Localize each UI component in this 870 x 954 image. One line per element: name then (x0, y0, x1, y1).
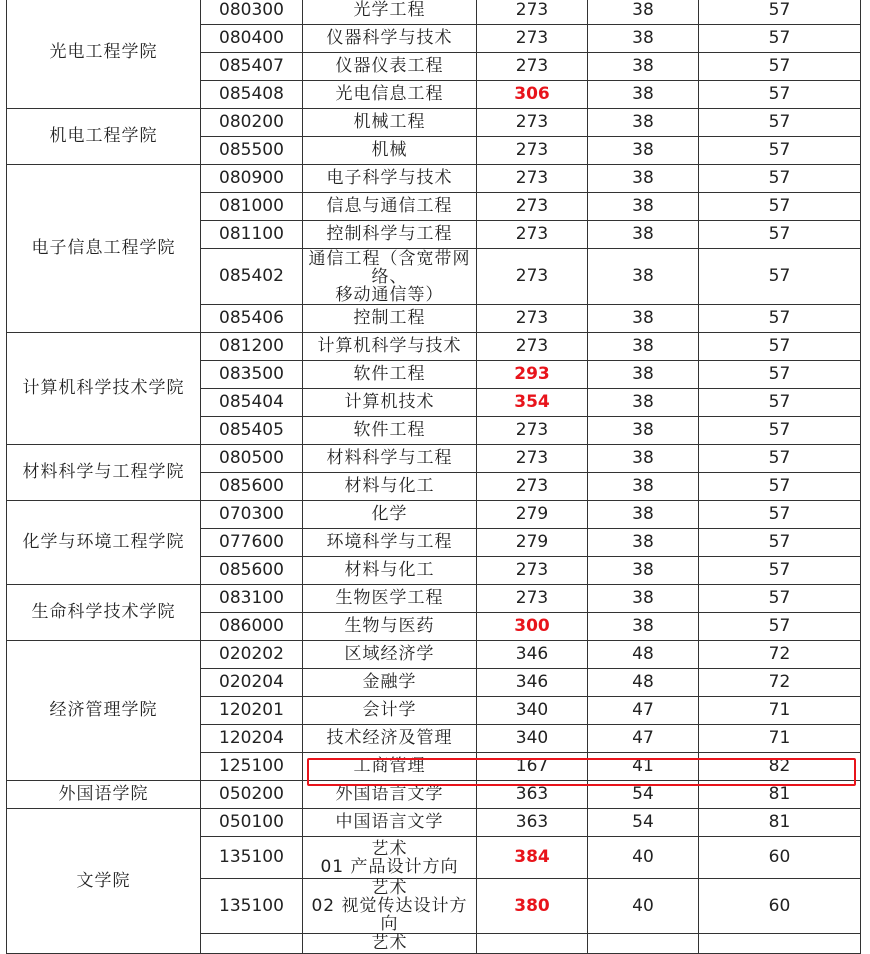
major-cell (303, 137, 477, 165)
major-line: 计算机技术 (344, 392, 435, 412)
code-cell: 081100 (201, 221, 303, 249)
major-cell (303, 193, 477, 221)
total-score-cell: 279 (477, 501, 588, 529)
major-cell (303, 221, 477, 249)
major-cell (303, 585, 477, 613)
code-cell: 085600 (201, 557, 303, 585)
college-cell: 计算机科学技术学院 (7, 333, 201, 445)
code-cell: 070300 (201, 501, 303, 529)
subject-score-cell: 40 (588, 837, 699, 879)
subject-score-cell: 57 (699, 585, 861, 613)
total-score-cell: 273 (477, 473, 588, 501)
code-cell: 085405 (201, 417, 303, 445)
college-cell: 经济管理学院 (7, 641, 201, 781)
subject-score-cell: 38 (588, 529, 699, 557)
major-cell (303, 25, 477, 53)
code-cell: 083100 (201, 585, 303, 613)
major-line: 移动通信等） (335, 284, 444, 305)
college-cell: 材料科学与工程学院 (7, 445, 201, 501)
major-cell (303, 165, 477, 193)
major-cell (303, 753, 477, 781)
major-cell (303, 333, 477, 361)
subject-score-cell: 57 (699, 473, 861, 501)
major-line: 02 视觉传达设计方向 (311, 896, 468, 934)
code-cell: 125100 (201, 753, 303, 781)
major-cell (303, 249, 477, 305)
major-line: 工商管理 (353, 756, 426, 776)
subject-score-cell: 38 (588, 53, 699, 81)
subject-score-cell: 57 (699, 137, 861, 165)
major-cell (303, 445, 477, 473)
score-table (6, 0, 861, 954)
major-line: 技术经济及管理 (326, 728, 453, 748)
major-line: 控制科学与工程 (326, 224, 453, 244)
subject-score-cell: 38 (588, 137, 699, 165)
major-cell (303, 781, 477, 809)
table-row (7, 445, 861, 473)
subject-score-cell: 57 (699, 305, 861, 333)
total-score-cell: 363 (477, 781, 588, 809)
subject-score-cell: 38 (588, 445, 699, 473)
total-score-cell: 273 (477, 221, 588, 249)
subject-score-cell: 54 (588, 809, 699, 837)
subject-score-cell: 57 (699, 361, 861, 389)
major-line: 艺术 (371, 878, 408, 898)
major-line: 金融学 (362, 672, 417, 692)
subject-score-cell: 48 (588, 641, 699, 669)
subject-score-cell: 38 (588, 221, 699, 249)
major-line: 01 产品设计方向 (320, 856, 459, 877)
table-row (7, 333, 861, 361)
code-cell: 080300 (201, 0, 303, 25)
major-cell (303, 529, 477, 557)
table-row (7, 501, 861, 529)
subject-score-cell: 57 (699, 333, 861, 361)
subject-score-cell: 38 (588, 25, 699, 53)
code-cell: 120201 (201, 697, 303, 725)
major-line: 艺术 (371, 838, 408, 859)
college-cell: 机电工程学院 (7, 109, 201, 165)
total-score-cell: 273 (477, 333, 588, 361)
subject-score-cell: 60 (699, 879, 861, 934)
major-line: 光学工程 (353, 0, 426, 20)
total-score-cell: 380 (477, 879, 588, 934)
subject-score-cell: 57 (699, 389, 861, 417)
major-cell (303, 53, 477, 81)
major-line: 艺术 (371, 933, 408, 953)
subject-score-cell: 57 (699, 613, 861, 641)
code-cell: 120204 (201, 725, 303, 753)
subject-score-cell: 57 (699, 445, 861, 473)
table-row (7, 781, 861, 809)
major-line: 机械 (371, 140, 408, 160)
code-cell: 080400 (201, 25, 303, 53)
major-line: 材料科学与工程 (326, 448, 453, 468)
major-line: 仪器仪表工程 (335, 56, 444, 76)
code-cell: 085500 (201, 137, 303, 165)
subject-score-cell: 38 (588, 361, 699, 389)
major-line: 软件工程 (353, 364, 426, 384)
major-line: 外国语言文学 (335, 784, 444, 804)
subject-score-cell: 81 (699, 809, 861, 837)
table-row (7, 0, 861, 25)
major-cell (303, 81, 477, 109)
subject-score-cell: 57 (699, 417, 861, 445)
college-cell: 生命科学技术学院 (7, 585, 201, 641)
subject-score-cell (588, 934, 699, 954)
major-line: 电子科学与技术 (326, 168, 453, 188)
college-cell: 电子信息工程学院 (7, 165, 201, 333)
code-cell (201, 934, 303, 954)
table-row (7, 585, 861, 613)
total-score-cell: 273 (477, 165, 588, 193)
subject-score-cell: 60 (699, 837, 861, 879)
college-cell: 外国语学院 (7, 781, 201, 809)
total-score-cell: 363 (477, 809, 588, 837)
subject-score-cell: 38 (588, 249, 699, 305)
major-cell (303, 641, 477, 669)
subject-score-cell: 38 (588, 165, 699, 193)
college-cell: 文学院 (7, 809, 201, 954)
major-line: 材料与化工 (344, 560, 435, 580)
total-score-cell: 273 (477, 109, 588, 137)
subject-score-cell: 57 (699, 25, 861, 53)
total-score-cell: 279 (477, 529, 588, 557)
major-line: 化学 (371, 504, 408, 524)
major-line: 通信工程（含宽带网络、 (308, 248, 471, 287)
code-cell: 085404 (201, 389, 303, 417)
major-cell (303, 473, 477, 501)
major-cell (303, 613, 477, 641)
code-cell: 020202 (201, 641, 303, 669)
total-score-cell: 273 (477, 417, 588, 445)
subject-score-cell: 71 (699, 697, 861, 725)
subject-score-cell: 82 (699, 753, 861, 781)
major-line: 机械工程 (353, 112, 426, 132)
subject-score-cell: 57 (699, 53, 861, 81)
subject-score-cell: 38 (588, 501, 699, 529)
table-row (7, 809, 861, 837)
code-cell: 083500 (201, 361, 303, 389)
table-row (7, 641, 861, 669)
total-score-cell: 346 (477, 641, 588, 669)
code-cell: 020204 (201, 669, 303, 697)
subject-score-cell: 57 (699, 193, 861, 221)
code-cell: 050100 (201, 809, 303, 837)
major-line: 光电信息工程 (335, 84, 444, 104)
total-score-cell: 346 (477, 669, 588, 697)
code-cell: 085402 (201, 249, 303, 305)
code-cell: 085406 (201, 305, 303, 333)
total-score-cell: 273 (477, 193, 588, 221)
subject-score-cell: 71 (699, 725, 861, 753)
subject-score-cell: 57 (699, 221, 861, 249)
major-line: 生物医学工程 (335, 588, 444, 608)
total-score-cell: 273 (477, 137, 588, 165)
code-cell: 081200 (201, 333, 303, 361)
total-score-cell: 340 (477, 725, 588, 753)
code-cell: 086000 (201, 613, 303, 641)
major-cell (303, 934, 477, 954)
subject-score-cell: 47 (588, 697, 699, 725)
subject-score-cell: 38 (588, 81, 699, 109)
subject-score-cell: 38 (588, 305, 699, 333)
subject-score-cell: 40 (588, 879, 699, 934)
code-cell: 135100 (201, 837, 303, 879)
document-page (6, 0, 860, 953)
major-cell (303, 305, 477, 333)
total-score-cell: 273 (477, 0, 588, 25)
major-cell (303, 109, 477, 137)
code-cell: 080900 (201, 165, 303, 193)
total-score-cell (477, 934, 588, 954)
subject-score-cell: 47 (588, 725, 699, 753)
major-line: 控制工程 (353, 308, 426, 328)
major-cell (303, 417, 477, 445)
subject-score-cell: 38 (588, 473, 699, 501)
subject-score-cell: 57 (699, 529, 861, 557)
major-line: 仪器科学与技术 (326, 28, 453, 48)
major-cell (303, 0, 477, 25)
major-line: 计算机科学与技术 (317, 336, 462, 356)
major-cell (303, 809, 477, 837)
total-score-cell: 384 (477, 837, 588, 879)
major-line: 生物与医药 (344, 616, 435, 636)
subject-score-cell: 57 (699, 501, 861, 529)
subject-score-cell: 38 (588, 585, 699, 613)
college-cell: 光电工程学院 (7, 0, 201, 109)
table-row (7, 165, 861, 193)
subject-score-cell: 57 (699, 109, 861, 137)
code-cell: 081000 (201, 193, 303, 221)
subject-score-cell: 57 (699, 0, 861, 25)
total-score-cell: 273 (477, 445, 588, 473)
total-score-cell: 340 (477, 697, 588, 725)
code-cell: 080200 (201, 109, 303, 137)
total-score-cell: 273 (477, 249, 588, 305)
table-row (7, 109, 861, 137)
major-line: 信息与通信工程 (326, 196, 453, 216)
subject-score-cell: 57 (699, 249, 861, 305)
total-score-cell: 273 (477, 585, 588, 613)
code-cell: 050200 (201, 781, 303, 809)
subject-score-cell: 38 (588, 109, 699, 137)
major-cell (303, 837, 477, 879)
subject-score-cell (699, 934, 861, 954)
total-score-cell: 354 (477, 389, 588, 417)
subject-score-cell: 38 (588, 557, 699, 585)
subject-score-cell: 48 (588, 669, 699, 697)
code-cell: 085407 (201, 53, 303, 81)
code-cell: 085600 (201, 473, 303, 501)
major-line: 软件工程 (353, 420, 426, 440)
major-cell (303, 501, 477, 529)
major-cell (303, 697, 477, 725)
subject-score-cell: 57 (699, 81, 861, 109)
subject-score-cell: 38 (588, 0, 699, 25)
total-score-cell: 273 (477, 557, 588, 585)
major-line: 环境科学与工程 (326, 532, 453, 552)
subject-score-cell: 38 (588, 193, 699, 221)
subject-score-cell: 72 (699, 641, 861, 669)
college-cell: 化学与环境工程学院 (7, 501, 201, 585)
code-cell: 077600 (201, 529, 303, 557)
total-score-cell: 273 (477, 305, 588, 333)
subject-score-cell: 38 (588, 613, 699, 641)
total-score-cell: 167 (477, 753, 588, 781)
major-cell (303, 725, 477, 753)
total-score-cell: 273 (477, 53, 588, 81)
major-cell (303, 669, 477, 697)
subject-score-cell: 57 (699, 557, 861, 585)
code-cell: 085408 (201, 81, 303, 109)
subject-score-cell: 72 (699, 669, 861, 697)
major-line: 中国语言文学 (335, 812, 444, 832)
code-cell: 080500 (201, 445, 303, 473)
subject-score-cell: 54 (588, 781, 699, 809)
major-cell (303, 879, 477, 934)
total-score-cell: 293 (477, 361, 588, 389)
code-cell: 135100 (201, 879, 303, 934)
total-score-cell: 273 (477, 25, 588, 53)
subject-score-cell: 38 (588, 333, 699, 361)
subject-score-cell: 38 (588, 417, 699, 445)
subject-score-cell: 38 (588, 389, 699, 417)
major-line: 材料与化工 (344, 476, 435, 496)
subject-score-cell: 57 (699, 165, 861, 193)
major-line: 会计学 (362, 700, 417, 720)
total-score-cell: 306 (477, 81, 588, 109)
total-score-cell: 300 (477, 613, 588, 641)
subject-score-cell: 41 (588, 753, 699, 781)
major-cell (303, 389, 477, 417)
major-line: 区域经济学 (344, 644, 435, 664)
major-cell (303, 361, 477, 389)
major-cell (303, 557, 477, 585)
subject-score-cell: 81 (699, 781, 861, 809)
